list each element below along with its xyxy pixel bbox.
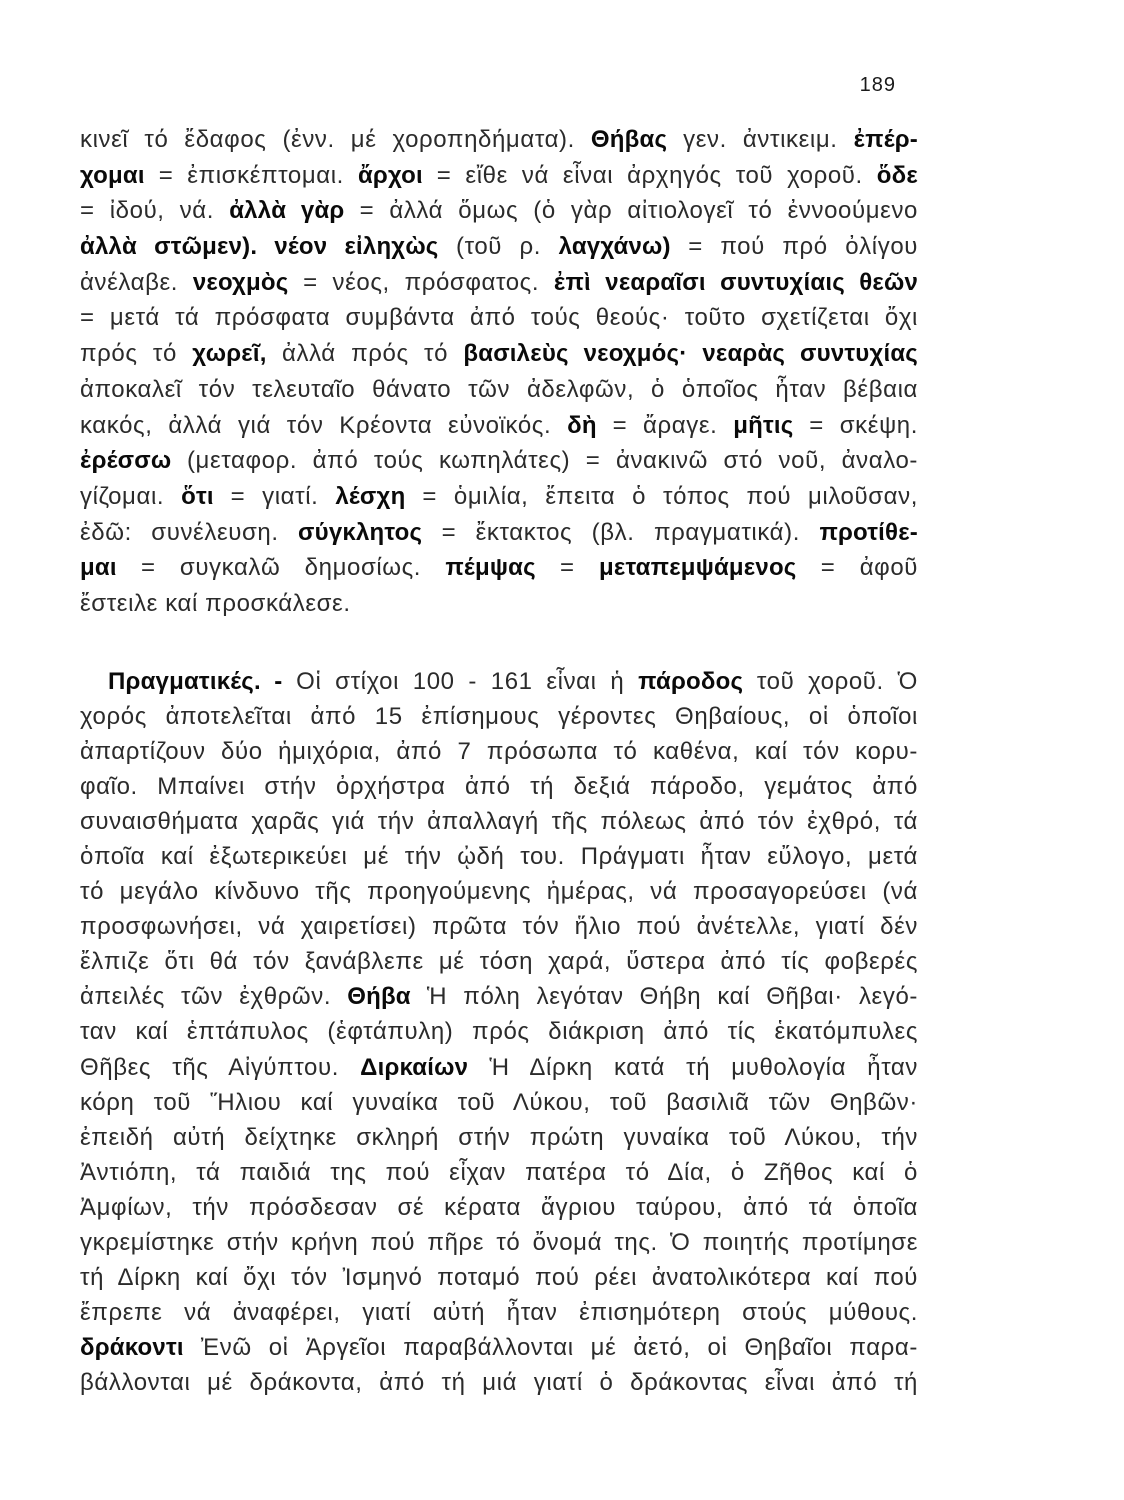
text-run: Θῆβες τῆς Αἰγύπτου. <box>80 1053 361 1081</box>
text-run: ἀπειλές τῶν ἐχθρῶν. <box>80 983 348 1011</box>
bold-term: ὅτι <box>181 482 214 510</box>
text-run: = ὁμιλία, ἔπειτα ὁ τόπος πού μιλοῦσαν, <box>405 482 918 510</box>
text-line <box>80 443 918 479</box>
text-run: = συγκαλῶ δημοσίως. <box>116 554 446 582</box>
text-line <box>80 1260 918 1295</box>
bold-term: λέσχη <box>335 482 406 510</box>
text-run: ἀνέλαβε. <box>80 268 193 296</box>
bold-term: μαι <box>80 554 117 582</box>
text-run: = ἔκτακτος (βλ. πραγματικά). <box>422 518 820 546</box>
glossary-paragraph <box>80 122 918 622</box>
bold-term: προτίθε- <box>819 518 918 546</box>
text-line <box>80 336 918 372</box>
text-line <box>80 874 918 909</box>
text-line <box>80 372 918 408</box>
text-run: = μετά τά πρόσφατα συμβάντα ἀπό τούς θεούς· τοῦτο σχετίζεται ὄχι <box>80 304 918 332</box>
bold-term: ἐρέσσω <box>80 447 172 475</box>
bold-term: ἐπέρ- <box>853 126 918 153</box>
text-run: ἀπαρτίζουν δύο ἡμιχόρια, ἀπό 7 πρόσωπα τό καθένα, καί τόν κορυ- <box>80 738 918 766</box>
text-run: κακός, ἀλλά γιά τόν Κρέοντα εὐνοϊκός. <box>80 411 568 439</box>
text-line <box>80 479 918 515</box>
text-line <box>80 804 918 839</box>
text-line <box>80 229 918 265</box>
text-run: = νέος, πρόσφατος. <box>288 268 554 296</box>
text-run: = ἰδού, νά. <box>80 197 230 225</box>
text-line <box>80 515 918 551</box>
commentary-paragraph <box>80 664 918 1400</box>
bold-term: ἀλλὰ γὰρ <box>229 197 345 225</box>
text-run: τοῦ χοροῦ. Ὁ <box>743 668 918 695</box>
text-run: Ἡ πόλη λεγόταν Θήβη καί Θῆβαι· λεγό- <box>410 983 918 1011</box>
text-run: (μεταφορ. ἀπό τούς κωπηλάτες) = ἀνακινῶ στό νοῦ, ἀναλο- <box>171 447 918 475</box>
page-number: 189 <box>859 74 896 96</box>
text-run: = σκέψη. <box>793 411 918 439</box>
text-run: ἐπειδή αὐτή δείχτηκε σκληρή στήν πρώτη γυναίκα τοῦ Λύκου, τήν <box>80 1123 918 1151</box>
text-run: ἐδῶ: συνέλευση. <box>80 518 299 546</box>
bold-term: πέμψας <box>445 554 536 582</box>
text-line <box>80 1085 918 1120</box>
text-line <box>80 1365 918 1400</box>
bold-term: Θήβας <box>590 126 668 153</box>
bold-term: λαγχάνω) <box>558 233 671 261</box>
text-run: ἀποκαλεῖ τόν τελευταῖο θάνατο τῶν ἀδελφῶν, ὁ ὁποῖος ἦταν βέβαια <box>80 375 918 403</box>
bold-term: σύγκλητος <box>298 518 423 546</box>
text-run: ἔπρεπε νά ἀναφέρει, γιατί αὐτή ἦταν ἐπισημότερη στούς μύθους. <box>80 1298 918 1326</box>
bold-term: ὅδε <box>876 161 918 189</box>
text-run: πρός τό <box>80 340 193 368</box>
bold-term: μεταπεμψάμενος <box>598 554 797 582</box>
bold-term: ἐπὶ νεαραῖσι συντυχίαις θεῶν <box>553 268 918 296</box>
text-line <box>80 769 918 804</box>
text-run: (τοῦ ρ. <box>438 233 559 261</box>
text-run: συναισθήματα χαρᾶς γιά τήν ἀπαλλαγή τῆς πόλεως ἀπό τόν ἐχθρό, τά <box>80 808 918 836</box>
bold-term: Πραγματικές. - <box>108 668 283 695</box>
text-line <box>80 550 918 586</box>
text-run: ἀλλά πρός τό <box>266 340 464 368</box>
text-run: Οἱ στίχοι 100 - 161 εἶναι ἡ <box>282 668 639 695</box>
text-run: τή Δίρκη καί ὄχι τόν Ἰσμηνό ποταμό πού ρέει ἀνατολικότερα καί πού <box>80 1263 918 1291</box>
text-run: Ἀντιόπη, τά παιδιά της πού εἶχαν πατέρα τό Δία, ὁ Ζῆθος καί ὁ <box>80 1158 918 1186</box>
text-line <box>80 734 918 769</box>
text-run: κόρη τοῦ Ἥλιου καί γυναίκα τοῦ Λύκου, τοῦ βασιλιᾶ τῶν Θηβῶν· <box>80 1088 918 1116</box>
text-line <box>80 909 918 944</box>
bold-term: ἄρχοι <box>357 161 423 189</box>
bold-term: πάροδος <box>638 668 744 695</box>
text-line <box>80 586 918 622</box>
text-run: κινεῖ τό ἔδαφος (ἐνν. μέ χοροπηδήματα). <box>80 126 591 153</box>
bold-term: μῆτις <box>733 411 794 439</box>
text-line <box>80 979 918 1014</box>
text-run: ἔστειλε καί προσκάλεσε. <box>80 589 351 617</box>
text-run: προσφωνήσει, νά χαιρετίσει) πρῶτα τόν ἥλιο πού ἀνέτελλε, γιατί δέν <box>80 913 918 941</box>
text-run: = ἀφοῦ <box>796 554 918 582</box>
text-run: = εἴθε νά εἶναι ἀρχηγός τοῦ χοροῦ. <box>422 161 877 189</box>
text-line <box>80 265 918 301</box>
text-run: Ἡ Δίρκη κατά τή μυθολογία ἦταν <box>468 1053 918 1081</box>
text-line <box>80 699 918 734</box>
bold-term: δράκοντι <box>80 1333 184 1361</box>
bold-term: ἀλλὰ στῶμεν). νέον εἰληχὼς <box>80 233 439 261</box>
text-line <box>80 1014 918 1049</box>
text-run: Ἀμφίων, τήν πρόσδεσαν σέ κέρατα ἄγριου ταύρου, ἀπό τά ὁποῖα <box>80 1193 918 1221</box>
text-run: γεν. ἀντικειμ. <box>667 126 854 153</box>
bold-term: Θήβα <box>347 983 411 1011</box>
text-run: = ἀλλά ὅμως (ὁ γὰρ αἰτιολογεῖ τό ἐννοούμενο <box>344 197 918 225</box>
text-line <box>80 1190 918 1225</box>
text-run: = ἐπισκέπτομαι. <box>144 161 358 189</box>
bold-term: βασιλεὺς νεοχμός· νεαρὰς συντυχίας <box>463 340 918 368</box>
text-line <box>80 1225 918 1260</box>
bold-term: Διρκαίων <box>360 1053 469 1081</box>
text-run: Ἐνῶ οἱ Ἀργεῖοι παραβάλλονται μέ ἀετό, οἱ Θηβαῖοι παρα- <box>183 1333 918 1361</box>
text-run: φαῖο. Μπαίνει στήν ὀρχήστρα ἀπό τή δεξιά πάροδο, γεμάτος ἀπό <box>80 773 918 801</box>
text-line <box>80 1330 918 1365</box>
bold-term: χωρεῖ, <box>192 340 267 368</box>
text-line <box>80 1050 918 1085</box>
text-run: ταν καί ἑπτάπυλος (ἑφτάπυλη) πρός διάκριση ἀπό τίς ἑκατόμπυλες <box>80 1018 918 1046</box>
text-run: τό μεγάλο κίνδυνο τῆς προηγούμενης ἡμέρας, νά προσαγορεύσει (νά <box>80 878 918 906</box>
text-run: = πού πρό ὀλίγου <box>670 233 918 261</box>
text-run: γκρεμίστηκε στήν κρήνη πού πῆρε τό ὄνομά της. Ὁ ποιητής προτίμησε <box>80 1228 918 1256</box>
text-run: γίζομαι. <box>80 482 182 510</box>
text-line <box>80 122 918 158</box>
bold-term: χομαι <box>80 161 145 189</box>
text-run: = <box>535 554 599 582</box>
bold-term: δὴ <box>567 411 597 439</box>
text-line <box>80 839 918 874</box>
text-line <box>80 193 918 229</box>
text-run: = γιατί. <box>213 482 336 510</box>
text-line <box>80 1155 918 1190</box>
text-run: = ἄραγε. <box>596 411 734 439</box>
text-line <box>80 1295 918 1330</box>
text-line <box>80 1120 918 1155</box>
bold-term: νεοχμὸς <box>192 268 289 296</box>
text-line <box>80 664 918 699</box>
text-line <box>80 944 918 979</box>
text-run: ὁποῖα καί ἐξωτερικεύει μέ τήν ᾠδή του. Πράγματι ἦταν εὔλογο, μετά <box>80 843 918 871</box>
text-line <box>80 408 918 444</box>
text-line <box>80 158 918 194</box>
text-run: ἔλπιζε ὅτι θά τόν ξανάβλεπε μέ τόση χαρά, ὕστερα ἀπό τίς φοβερές <box>80 948 918 976</box>
text-run: χορός ἀποτελεῖται ἀπό 15 ἐπίσημους γέροντες Θηβαίους, οἱ ὁποῖοι <box>80 703 918 731</box>
text-line <box>80 300 918 336</box>
text-run: βάλλονται μέ δράκοντα, ἀπό τή μιά γιατί ὁ δράκοντας εἶναι ἀπό τή <box>80 1368 918 1396</box>
